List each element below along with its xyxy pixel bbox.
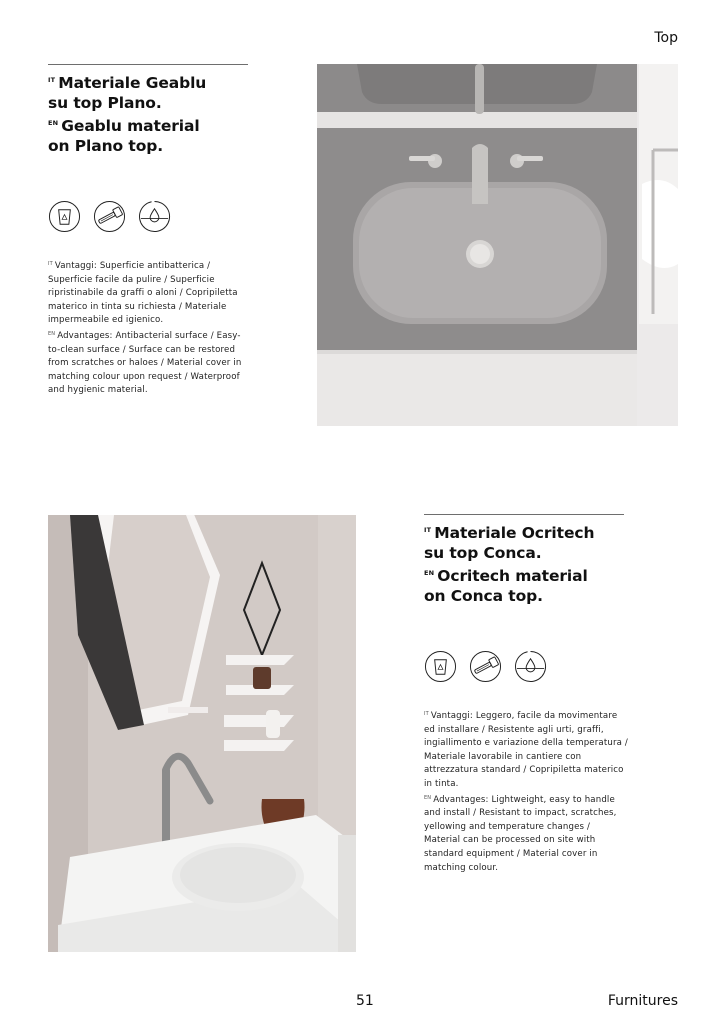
advantages-it: $^{IT}$ Vantaggi: Superficie antibatterica / Superficie facile da pulire / Superficie ripristinabile da graffi o aloni / Copripiletta materico in tinta su richiesta / Materiale impermeabile ed igienico. <box>48 261 238 326</box>
heading-line: su top Plano. <box>48 94 162 112</box>
lang-tag: IT <box>424 526 432 534</box>
advantages-en: $^{EN}$ Advantages: Antibacterial surface / Easy-to-clean surface / Surface can be restored from scratches or haloes / Material cover in matching colour upon request / Waterproof and hygienic material. <box>48 330 242 396</box>
lang-tag: EN <box>424 569 435 577</box>
advantages-it: $^{IT}$ Vantaggi: Leggero, facile da movimentare ed installare / Resistente agli urti, graffi, ingiallimento e variazione della temperatura / Materiale lavorabile in cantiere con attrezzatura standard / Copripiletta materico in tinta. <box>424 711 628 789</box>
heading-geablu <box>48 70 278 156</box>
scratch-brush-icon <box>469 650 502 683</box>
advantages-text-2 <box>424 708 628 875</box>
water-drop-icon <box>514 650 547 683</box>
feature-icons-2 <box>424 650 547 683</box>
advantages-text-1 <box>48 258 252 398</box>
page-number: 51 <box>356 993 374 1009</box>
top-rule-2 <box>424 514 624 515</box>
antibacterial-cup-icon <box>424 650 457 683</box>
photo-plano-top <box>317 64 678 426</box>
heading-line: $^{IT}$ Materiale Geablu <box>48 74 207 92</box>
photo-conca-top <box>48 515 356 952</box>
lang-tag: IT <box>48 76 56 84</box>
water-drop-icon <box>138 200 171 233</box>
feature-icons-1 <box>48 200 171 233</box>
lang-tag: EN <box>48 119 59 127</box>
heading-line: su top Conca. <box>424 544 542 562</box>
section-label: Top <box>654 30 678 46</box>
antibacterial-cup-icon <box>48 200 81 233</box>
heading-line: on Plano top. <box>48 137 164 155</box>
scratch-brush-icon <box>93 200 126 233</box>
advantages-en: $^{EN}$ Advantages: Lightweight, easy to handle and install / Resistant to impact, scratches, yellowing and temperature changes / Material can be processed on site with standard equipment / Material cover in matching colour. <box>424 794 617 873</box>
footer-label: Furnitures <box>607 993 678 1009</box>
heading-line: on Conca top. <box>424 587 543 605</box>
heading-line: $^{EN}$ Ocritech material <box>424 567 588 585</box>
top-rule-1 <box>48 64 248 65</box>
heading-line: $^{EN}$ Geablu material <box>48 117 200 135</box>
heading-ocritech <box>424 520 664 606</box>
heading-line: $^{IT}$ Materiale Ocritech <box>424 524 595 542</box>
